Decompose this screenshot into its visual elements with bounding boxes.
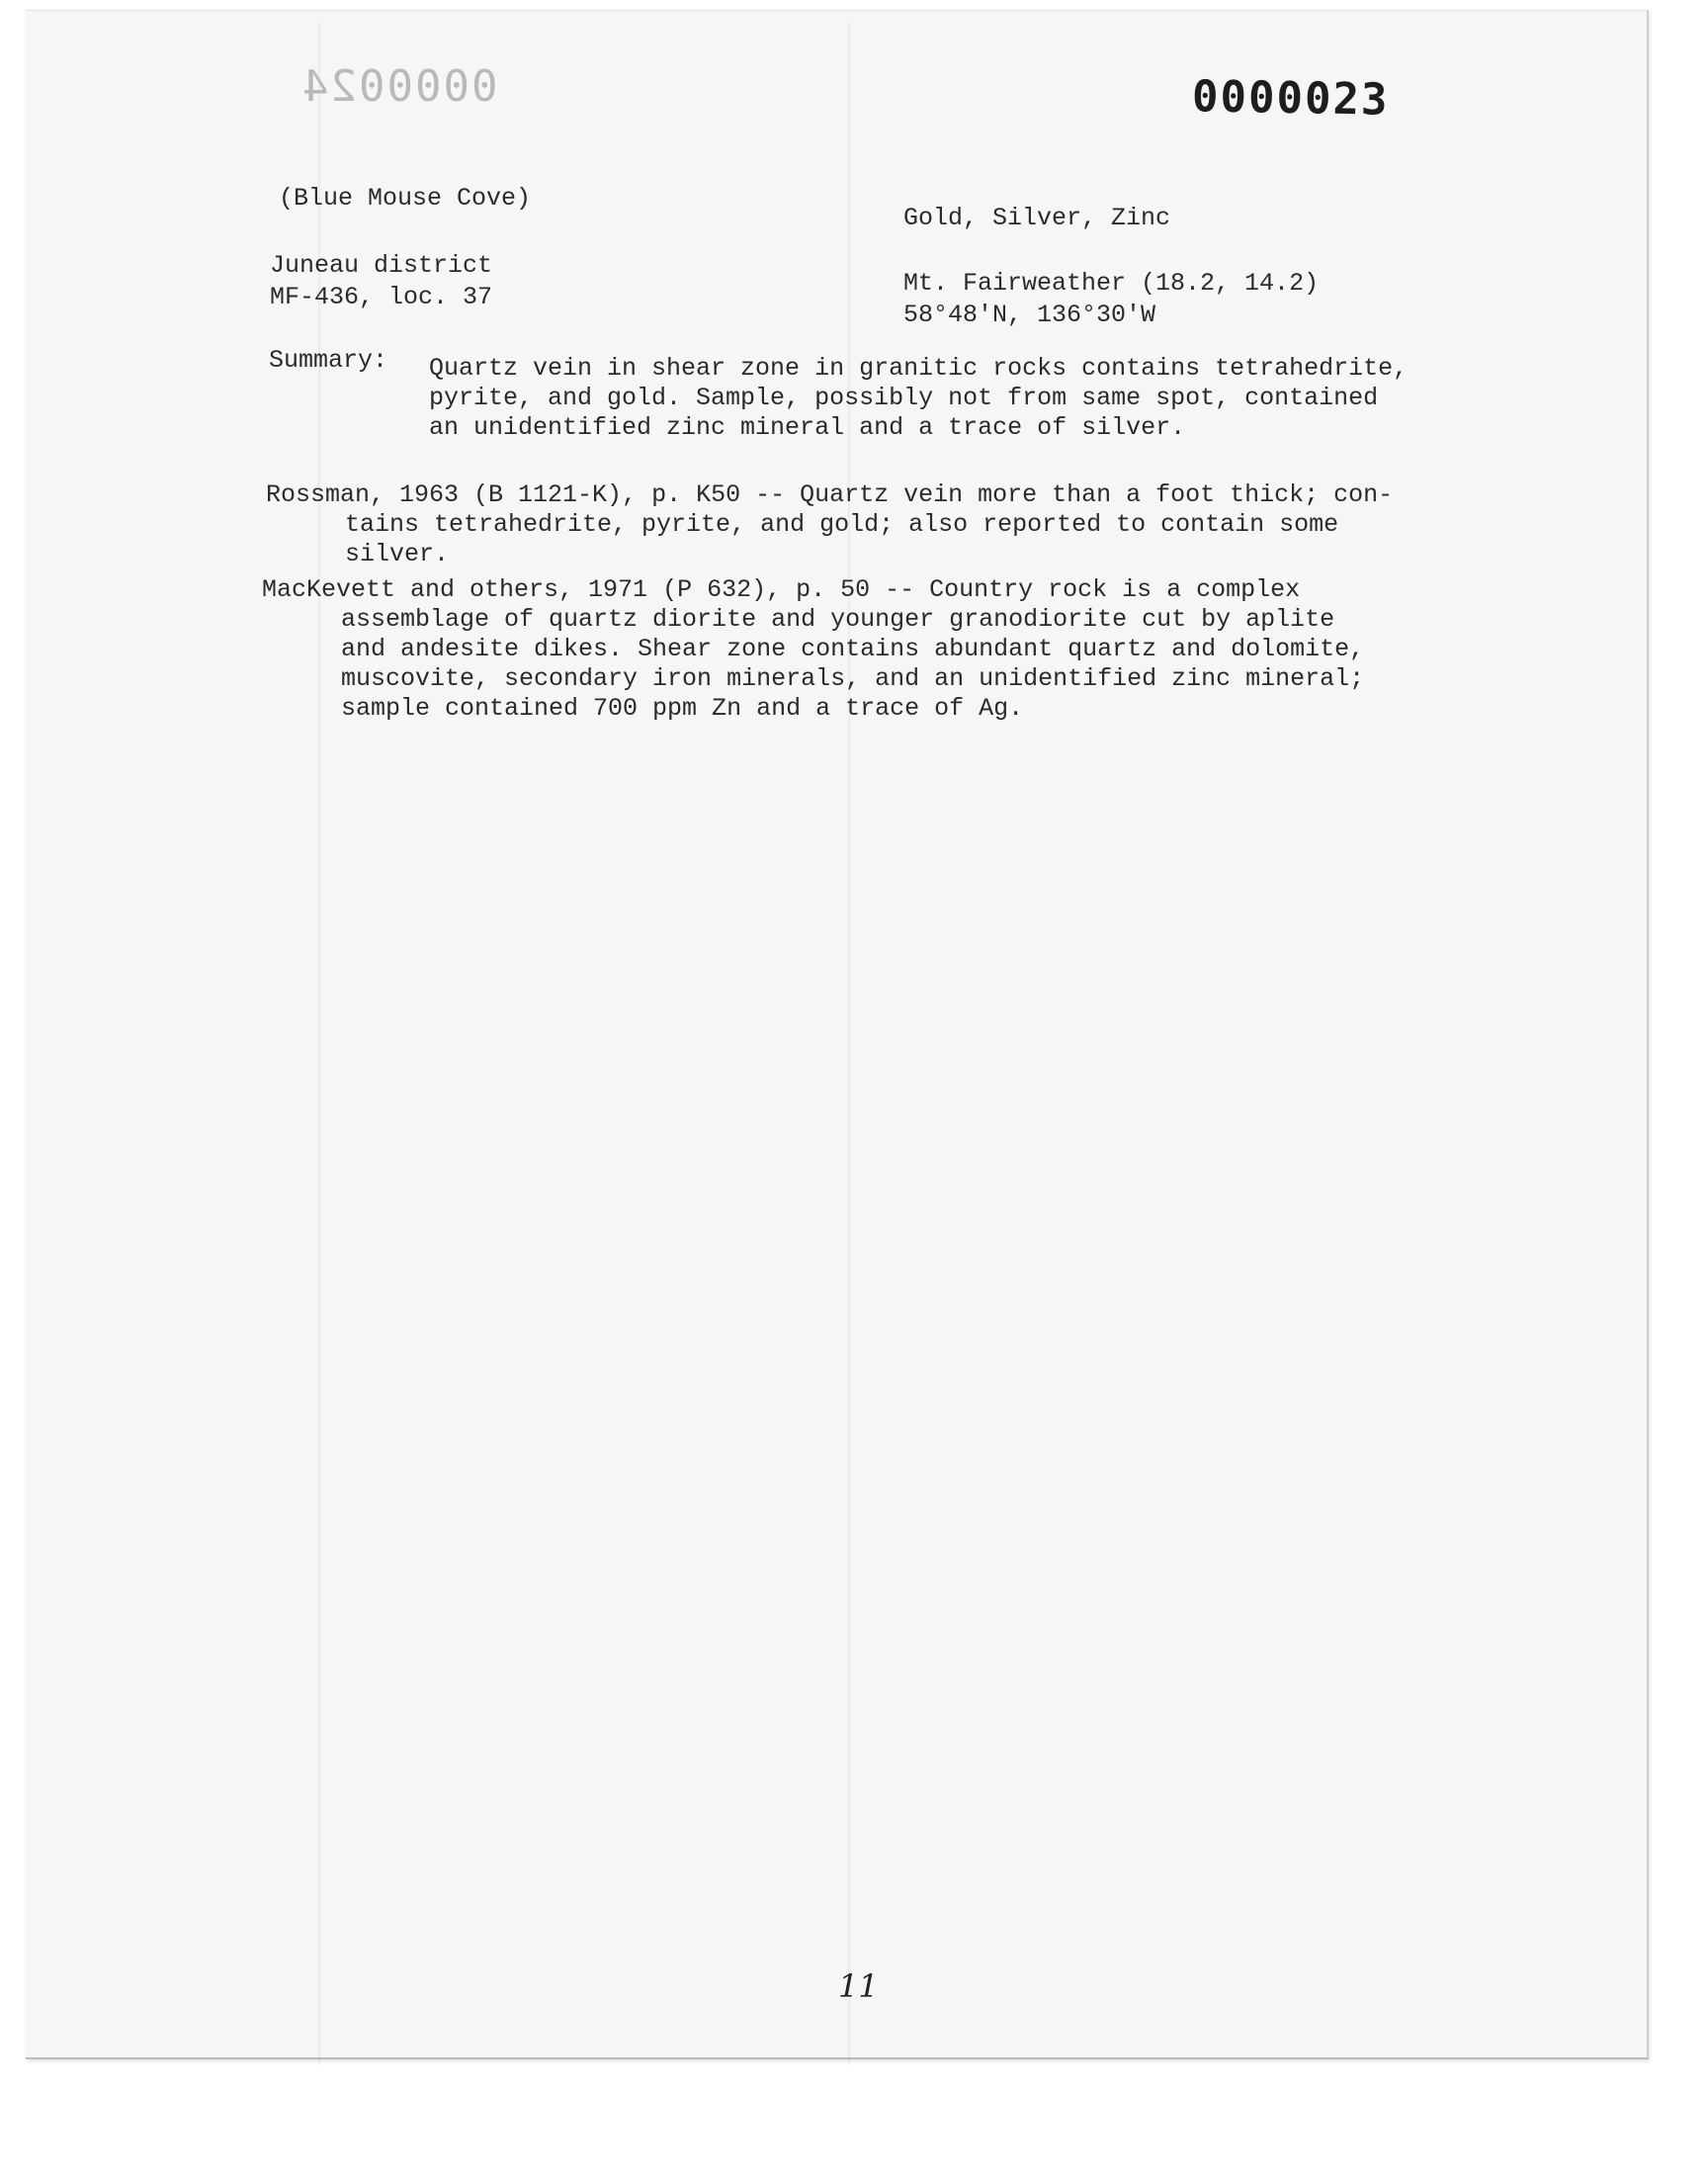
page-margin [0,2084,1708,2175]
summary-line: an unidentified zinc mineral and a trace of silver. [429,413,1186,442]
scan-fold-line [848,23,850,2065]
document-page [26,10,1649,2059]
document-number: 0000023 [1191,71,1390,126]
reference-line: silver. [345,540,450,568]
quadrangle: Mt. Fairweather (18.2, 14.2) [903,269,1320,298]
coordinates: 58°48'N, 136°30'W [903,301,1156,329]
summary-line: Quartz vein in shear zone in granitic rocks contains tetrahedrite, [429,354,1409,383]
summary-text [429,354,1408,443]
reference-line: Rossman, 1963 (B 1121-K), p. K50 -- Quartz vein more than a foot thick; con- [266,480,1394,509]
summary-label: Summary: [269,346,388,375]
reference-line: assemblage of quartz diorite and younger granodiorite cut by aplite [341,605,1335,634]
reference-entry [262,575,1364,724]
reference-line: and andesite dikes. Shear zone contains abundant quartz and dolomite, [341,635,1365,663]
summary-line: pyrite, and gold. Sample, possibly not from same spot, contained [429,384,1379,412]
reference-line: tains tetrahedrite, pyrite, and gold; also reported to contain some [345,510,1339,539]
reference-line: MacKevett and others, 1971 (P 632), p. 50 -- Country rock is a complex [262,575,1301,604]
reference-entry [266,480,1393,569]
district-name: Juneau district [270,251,493,280]
scan-fold-line [318,23,320,2065]
locality-name: (Blue Mouse Cove) [279,184,532,213]
page-mark: 11 [838,1967,879,2005]
reference-line: muscovite, secondary iron minerals, and an unidentified zinc mineral; [341,664,1365,693]
bleed-through-number: 0000024 [300,61,498,112]
map-reference: MF-436, loc. 37 [270,283,493,311]
commodities: Gold, Silver, Zinc [903,204,1171,232]
reference-line: sample contained 700 ppm Zn and a trace of Ag. [341,694,1024,723]
